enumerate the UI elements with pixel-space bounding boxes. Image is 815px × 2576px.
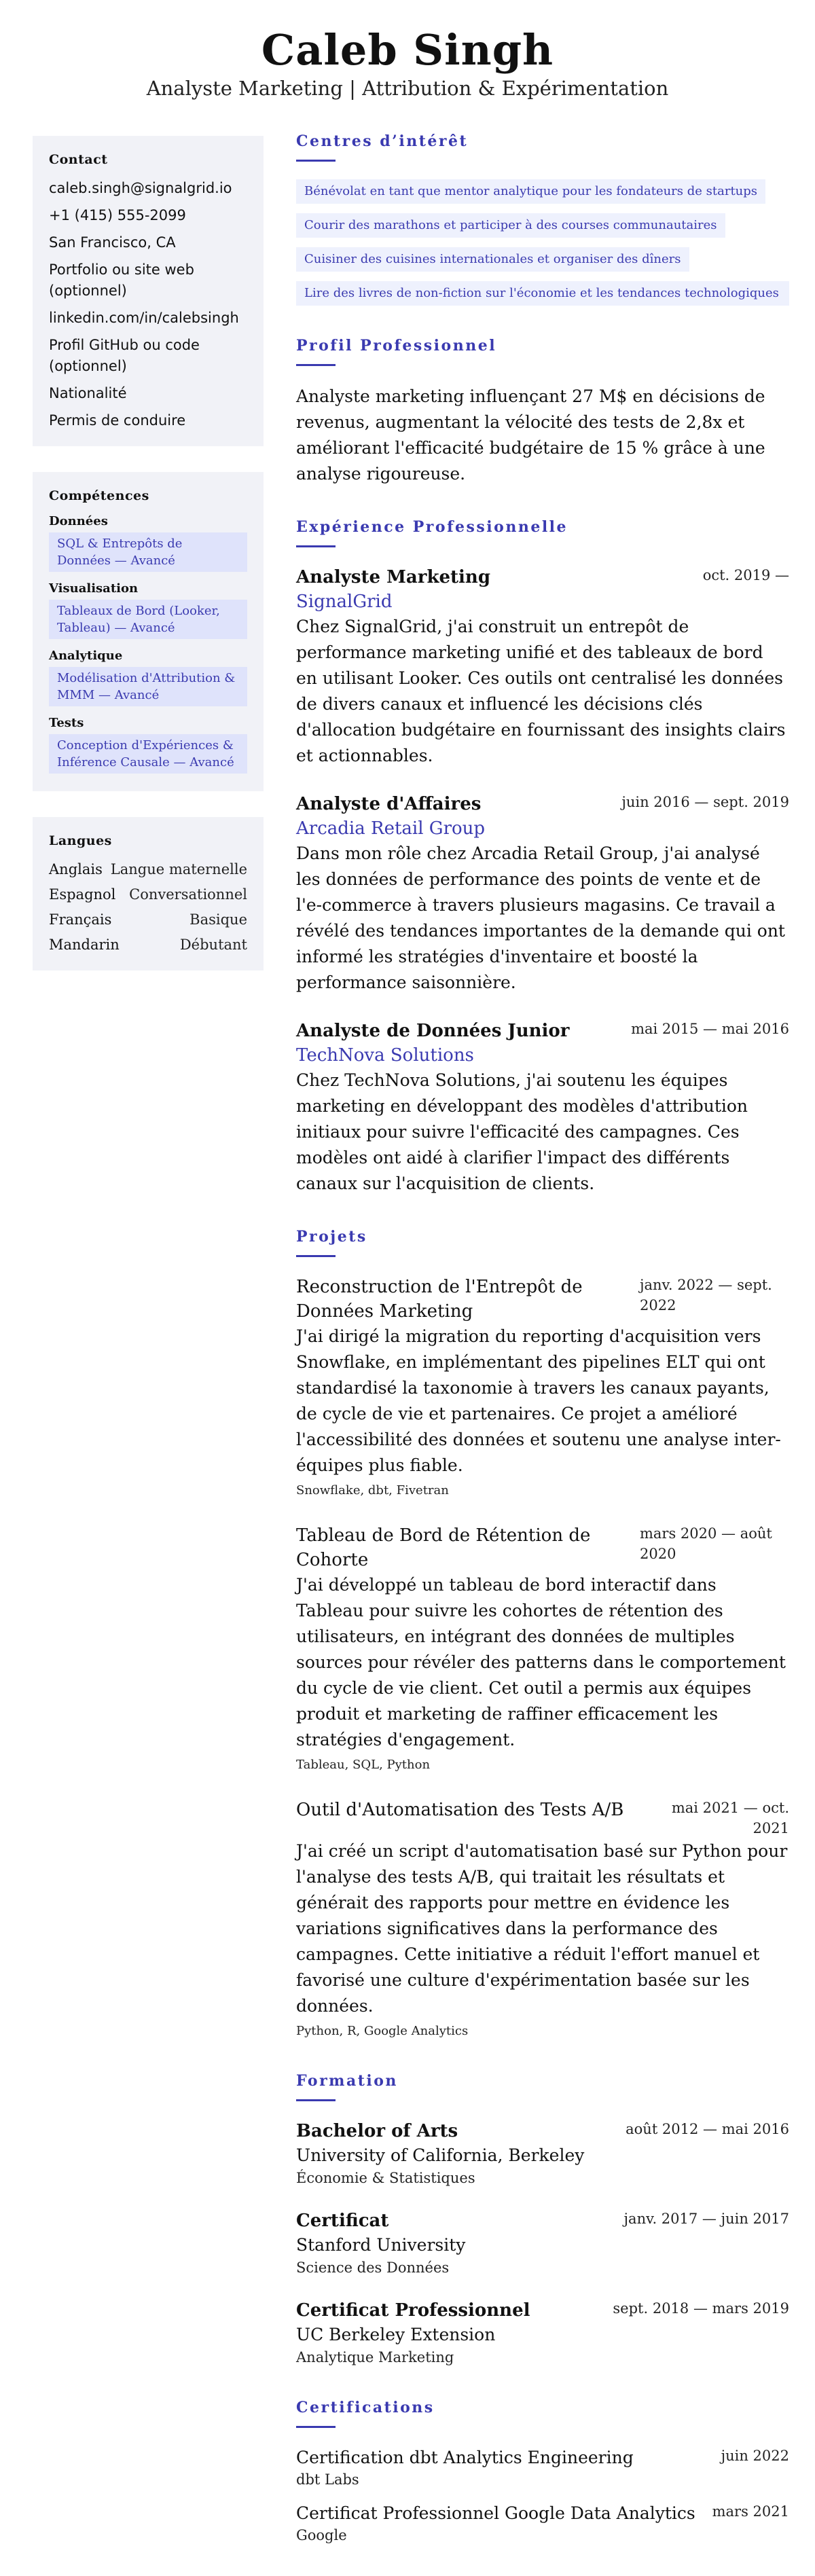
experience-item [296,792,789,996]
language-row [49,859,247,880]
language-name: Français [49,911,112,928]
project-item [296,1798,789,2041]
job-title: Analyste de Données Junior [296,1021,570,1041]
language-row [49,884,247,905]
contact-license: Permis de conduire [49,412,186,429]
section-divider [296,2426,336,2428]
certification-issuer: dbt Labs [296,2471,359,2488]
education-item [296,2209,789,2278]
interest-tag: Bénévolat en tant que mentor analytique pour les fondateurs de startups [296,179,765,204]
job-dates: oct. 2019 — [702,567,789,583]
education-dates: août 2012 — mai 2016 [626,2121,789,2137]
project-item [296,1523,789,1775]
language-name: Mandarin [49,937,120,953]
school-name: University of California, Berkeley [296,2145,585,2165]
education-dates: janv. 2017 — juin 2017 [623,2211,789,2227]
main-content [296,132,789,2576]
language-level: Langue maternelle [110,861,247,877]
company-name: SignalGrid [296,592,393,612]
project-name: Outil d'Automatisation des Tests A/B [296,1800,624,1820]
contact-phone[interactable]: +1 (415) 555-2099 [49,207,186,223]
resume-header [0,0,815,100]
experience-item [296,565,789,769]
certification-name: Certification dbt Analytics Engineering [296,2448,634,2467]
section-title: Formation [296,2072,398,2090]
section-divider [296,160,336,162]
language-row [49,909,247,930]
job-title: Analyste d'Affaires [296,794,482,814]
field-of-study: Science des Données [296,2260,450,2276]
language-name: Anglais [49,861,103,877]
company-name: TechNova Solutions [296,1045,474,1066]
contact-email[interactable]: caleb.singh@signalgrid.io [49,180,232,196]
interest-tag: Lire des livres de non-fiction sur l'économie et les tendances technologiques [296,281,789,306]
candidate-title: Analyste Marketing | Attribution & Expérimentation [146,77,669,101]
school-name: Stanford University [296,2235,466,2255]
skill-tag: Conception d'Expériences & Inférence Causale — Avancé [49,734,247,774]
project-dates: mars 2020 — août 2020 [640,1525,772,1562]
profile-summary: Analyste marketing influençant 27 M$ en décisions de revenus, augmentant la vélocité des tests de 2,8x et améliorant l'efficacité budgétaire de 15 % grâce à une analyse rigoureuse. [296,386,765,484]
language-row [49,935,247,956]
profile-section [296,337,789,487]
section-divider [296,364,336,366]
skills-card [33,472,264,791]
certification-item [296,2501,789,2545]
education-item [296,2119,789,2188]
certification-item [296,2446,789,2489]
job-dates: mai 2015 — mai 2016 [631,1021,789,1037]
contact-title: Contact [49,152,108,167]
skill-group-title: Tests [49,716,84,730]
language-level: Conversationnel [129,886,247,903]
interests-section [296,132,789,306]
job-dates: juin 2016 — sept. 2019 [621,794,789,810]
project-name: Reconstruction de l'Entrepôt de Données Marketing [296,1277,583,1322]
job-description: Chez TechNova Solutions, j'ai soutenu les équipes marketing en développant des modèles d'attribution initiaux pour suivre l'efficacité des campagnes. Ces modèles ont aidé à clarifier l'impact des différents canaux sur l'acquisition de clients. [296,1070,748,1193]
section-title: Profil Professionnel [296,337,497,355]
skill-group-title: Visualisation [49,581,139,596]
sidebar [33,136,264,996]
project-description: J'ai créé un script d'automatisation basé sur Python pour l'analyse des tests A/B, qui traitait les résultats et générait des rapports pour mettre en évidence les variations significatives dans la performance des campagnes. Cette initiative a réduit l'effort manuel et favorisé une culture d'expérimentation basée sur les données. [296,1841,788,2016]
skills-title: Compétences [49,488,149,503]
project-description: J'ai dirigé la migration du reporting d'acquisition vers Snowflake, en implémentant des pipelines ELT qui ont standardisé la taxonomie à travers les canaux payants, de cycle de vie et partenaires. Ce projet a amélioré l'accessibilité des données et soutenu une analyse inter-équipes plus fiable. [296,1326,781,1475]
certifications-section [296,2399,789,2545]
contact-github[interactable]: Profil GitHub ou code (optionnel) [49,337,200,374]
language-level: Débutant [179,937,247,953]
field-of-study: Économie & Statistiques [296,2170,475,2186]
language-level: Basique [189,911,247,928]
contact-location: San Francisco, CA [49,234,176,251]
section-divider [296,2099,336,2101]
section-title: Certifications [296,2399,435,2416]
degree: Certificat [296,2211,389,2231]
section-divider [296,545,336,547]
certification-issuer: Google [296,2527,347,2543]
project-description: J'ai développé un tableau de bord interactif dans Tableau pour suivre les cohortes de rétention des utilisateurs, en intégrant des données de multiples sources pour révéler des patterns dans le comportement du cycle de vie client. Cet outil a permis aux équipes produit et marketing de raffiner efficacement les stratégies d'engagement. [296,1575,786,1749]
projects-section [296,1228,789,2041]
education-dates: sept. 2018 — mars 2019 [613,2300,789,2317]
project-dates: mai 2021 — oct. 2021 [671,1800,789,1836]
certification-date: juin 2022 [721,2448,789,2464]
contact-card [33,136,264,446]
project-item [296,1275,789,1500]
section-title: Expérience Professionnelle [296,518,568,536]
experience-section [296,518,789,1197]
project-dates: janv. 2022 — sept. 2022 [640,1277,772,1313]
interest-tag: Cuisiner des cuisines internationales et organiser des dîners [296,247,689,272]
section-divider [296,1255,336,1257]
skill-group-title: Analytique [49,649,123,663]
school-name: UC Berkeley Extension [296,2325,496,2344]
languages-title: Langues [49,833,112,848]
interest-tag: Courir des marathons et participer à des courses communautaires [296,213,725,238]
certification-date: mars 2021 [712,2503,789,2520]
skill-group-title: Données [49,514,108,528]
project-tech: Tableau, SQL, Python [296,1758,431,1772]
contact-nationality: Nationalité [49,385,127,401]
languages-card [33,817,264,970]
language-name: Espagnol [49,886,116,903]
job-description: Dans mon rôle chez Arcadia Retail Group, j'ai analysé les données de performance des points de vente et de l'e-commerce à travers plusieurs magasins. Ce travail a révélé des tendances importantes de la demande qui ont informé les stratégies d'inventaire et boosté la performance saisonnière. [296,843,785,992]
education-item [296,2298,789,2368]
contact-linkedin[interactable]: linkedin.com/in/calebsingh [49,310,239,326]
education-section [296,2072,789,2368]
section-title: Projets [296,1228,367,1246]
candidate-name: Caleb Singh [261,25,554,75]
job-description: Chez SignalGrid, j'ai construit un entrepôt de performance marketing unifié et des tableaux de bord en utilisant Looker. Ces outils ont centralisé les données de divers canaux et influencé les décisions clés d'allocation budgétaire en fournissant des insights clairs et actionnables. [296,617,786,765]
field-of-study: Analytique Marketing [296,2349,454,2365]
experience-item [296,1019,789,1197]
project-tech: Python, R, Google Analytics [296,2024,469,2038]
certification-name: Certificat Professionnel Google Data Analytics [296,2503,695,2523]
project-tech: Snowflake, dbt, Fivetran [296,1483,449,1498]
skill-tag: Modélisation d'Attribution & MMM — Avancé [49,667,247,706]
company-name: Arcadia Retail Group [296,818,486,839]
degree: Bachelor of Arts [296,2121,458,2141]
skill-tag: Tableaux de Bord (Looker, Tableau) — Avancé [49,600,247,639]
job-title: Analyste Marketing [296,567,490,587]
degree: Certificat Professionnel [296,2300,530,2321]
skill-tag: SQL & Entrepôts de Données — Avancé [49,532,247,572]
project-name: Tableau de Bord de Rétention de Cohorte [296,1525,591,1570]
section-title: Centres d’intérêt [296,132,469,150]
contact-portfolio[interactable]: Portfolio ou site web (optionnel) [49,261,194,299]
